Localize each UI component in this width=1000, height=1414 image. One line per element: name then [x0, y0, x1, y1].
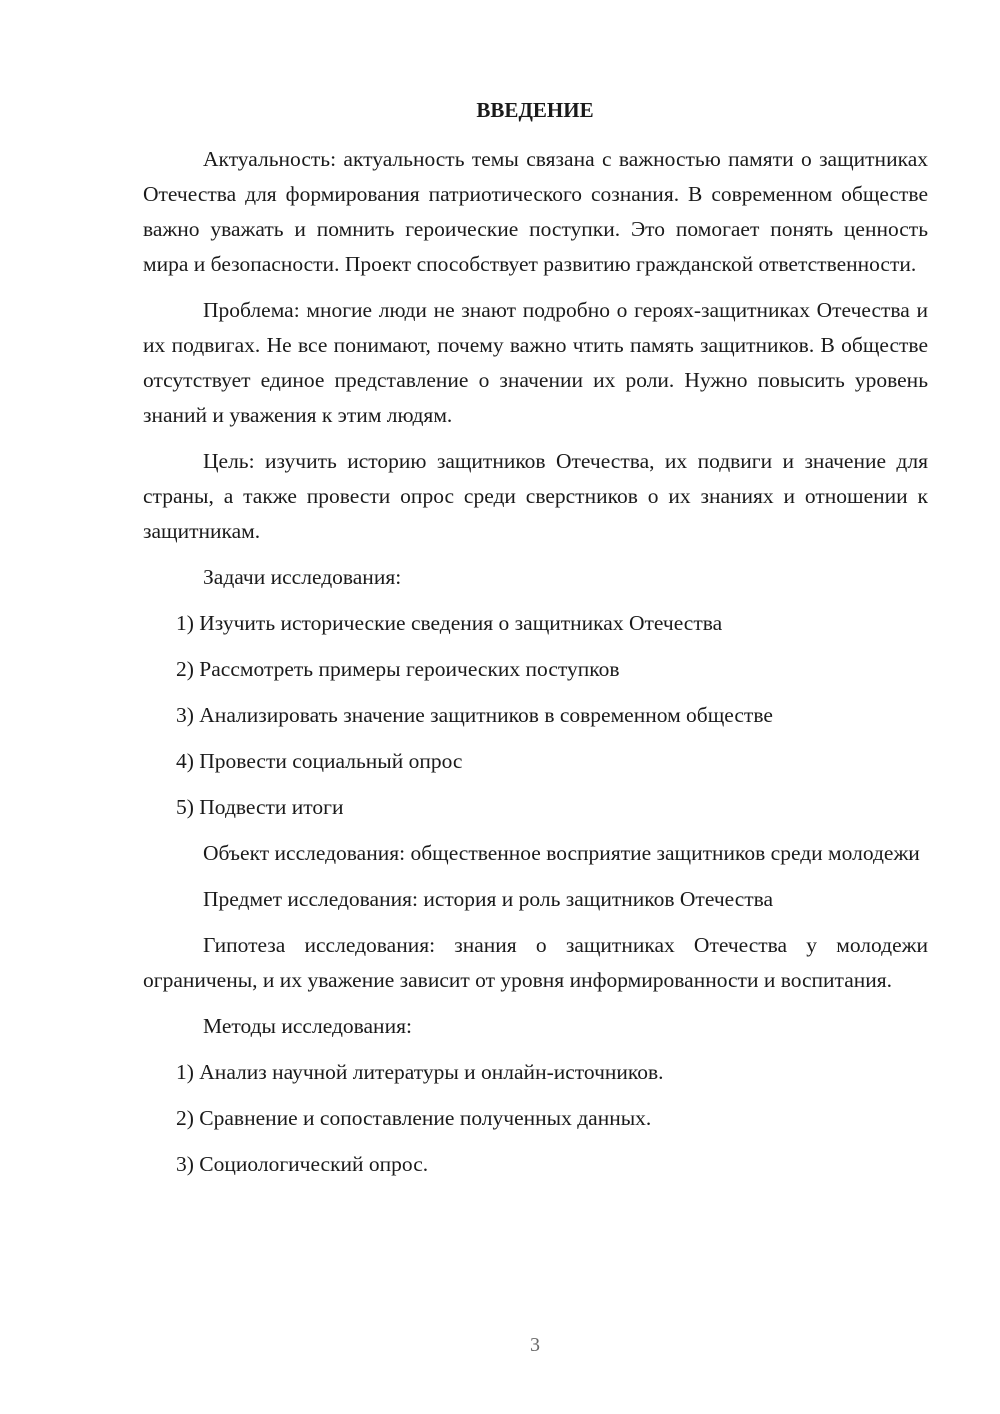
methods-heading: Методы исследования:: [203, 1014, 412, 1038]
page-title: ВВЕДЕНИЕ: [476, 98, 594, 122]
task-item: 2) Рассмотреть примеры героических поступков: [176, 657, 620, 681]
paragraph-problem: Проблема: многие люди не знают подробно о героях-защитниках Отечества и их подвигах. Не все понимают, почему важно чтить память защитников. В обществе отсутствует единое представление о значении их роли. Нужно повысить уровень знаний и уважения к этим людям.: [143, 298, 928, 427]
paragraph-hypothesis: Гипотеза исследования: знания о защитниках Отечества у молодежи ограничены, и их уважение зависит от уровня информированности и воспитания.: [143, 933, 928, 992]
tasks-heading: Задачи исследования:: [203, 565, 402, 589]
method-item: 1) Анализ научной литературы и онлайн-источников.: [176, 1060, 664, 1084]
page-number: 3: [530, 1334, 540, 1356]
paragraph-subject: Предмет исследования: история и роль защитников Отечества: [203, 887, 774, 911]
document-body: [143, 142, 928, 1193]
task-item: 4) Провести социальный опрос: [176, 749, 463, 773]
task-item: 5) Подвести итоги: [176, 795, 344, 819]
method-item: 2) Сравнение и сопоставление полученных данных.: [176, 1106, 652, 1130]
method-item: 3) Социологический опрос.: [176, 1152, 429, 1176]
task-item: 1) Изучить исторические сведения о защитниках Отечества: [176, 611, 723, 635]
paragraph-relevance: Актуальность: актуальность темы связана с важностью памяти о защитниках Отечества для формирования патриотического сознания. В современном обществе важно уважать и помнить героические поступки. Это помогает понять ценность мира и безопасности. Проект способствует развитию гражданской ответственности.: [143, 147, 928, 276]
task-item: 3) Анализировать значение защитников в современном обществе: [176, 703, 773, 727]
paragraph-goal: Цель: изучить историю защитников Отечества, их подвиги и значение для страны, а также провести опрос среди сверстников о их знаниях и отношении к защитникам.: [143, 449, 928, 543]
paragraph-object: Объект исследования: общественное восприятие защитников среди молодежи: [203, 841, 920, 865]
